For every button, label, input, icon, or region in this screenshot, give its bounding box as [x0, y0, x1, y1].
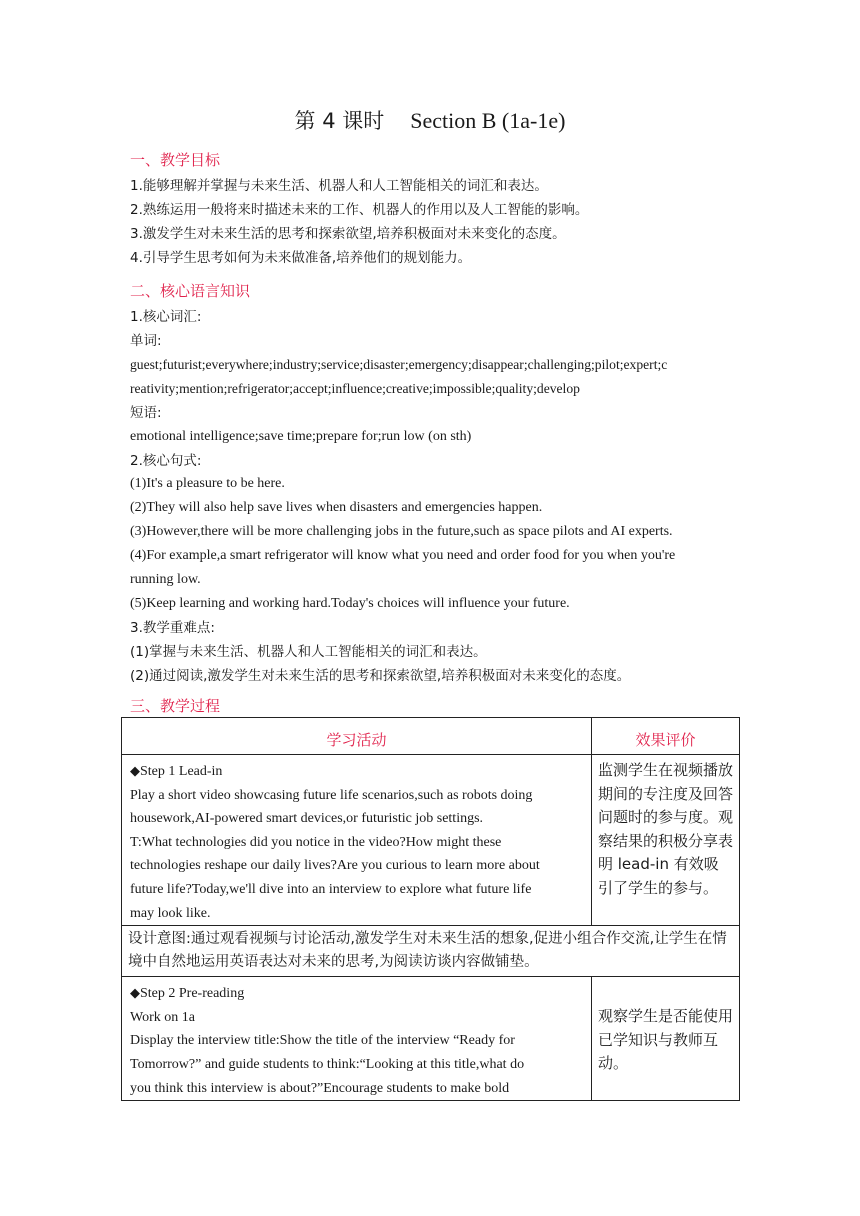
words-list: guest;futurist;everywhere;industry;service;disaster;emergency;disappear;challenging;pilot;expert;c — [130, 357, 668, 372]
objective-item: 2.熟练运用一般将来时描述未来的工作、机器人的作用以及人工智能的影响。 — [130, 202, 589, 218]
sentence-item: (2)They will also help save lives when disasters and emergencies happen. — [130, 500, 543, 515]
key-point-item: (1)掌握与未来生活、机器人和人工智能相关的词汇和表达。 — [130, 644, 487, 660]
objective-item: 4.引导学生思考如何为未来做准备,培养他们的规划能力。 — [130, 250, 472, 266]
sentence-item: (5)Keep learning and working hard.Today's choices will influence your future. — [130, 596, 570, 611]
words-list-continued: reativity;mention;refrigerator;accept;influence;creative;impossible;quality;develop — [130, 381, 580, 396]
step1-line: may look like. — [130, 905, 211, 921]
teaching-process-table — [121, 717, 740, 1101]
sentence-item: running low. — [130, 572, 201, 587]
diamond-icon: ◆ — [130, 764, 140, 779]
table-row — [122, 977, 740, 1101]
step2-line: Display the interview title:Show the title of the interview “Ready for — [130, 1033, 515, 1049]
step1-line: Play a short video showcasing future life scenarios,such as robots doing — [130, 787, 533, 803]
phrases-list: emotional intelligence;save time;prepare for;run low (on sth) — [130, 429, 472, 444]
objective-item: 3.激发学生对未来生活的思考和探索欲望,培养积极面对未来变化的态度。 — [130, 226, 566, 242]
phrases-label: 短语: — [130, 405, 162, 421]
section-heading-objectives: 一、教学目标 — [130, 151, 221, 169]
column-header-activity: 学习活动 — [122, 718, 592, 755]
diamond-icon: ◆ — [130, 986, 140, 1002]
step2-line: you think this interview is about?”Encourage students to make bold — [130, 1080, 510, 1096]
sentence-item: (4)For example,a smart refrigerator will know what you need and order food for you when you're — [130, 548, 676, 563]
objective-item: 1.能够理解并掌握与未来生活、机器人和人工智能相关的词汇和表达。 — [130, 178, 548, 194]
table-header-row — [122, 718, 740, 755]
step1-activity-cell — [122, 755, 592, 926]
key-points-heading: 3.教学重难点: — [130, 620, 215, 636]
step2-evaluation-cell: 观察学生是否能使用已学知识与教师互动。 — [592, 977, 740, 1101]
step1-title: ◆Step 1 Lead-in — [130, 764, 223, 779]
step2-activity-cell — [122, 977, 592, 1101]
vocab-heading: 1.核心词汇: — [130, 309, 202, 325]
words-label: 单词: — [130, 333, 162, 349]
sentence-item: (1)It's a pleasure to be here. — [130, 476, 285, 491]
page-title — [0, 106, 860, 136]
section-heading-language: 二、核心语言知识 — [130, 282, 251, 300]
step1-line: housework,AI-powered smart devices,or futuristic job settings. — [130, 811, 484, 827]
step2-line: Work on 1a — [130, 1009, 195, 1025]
step2-title: ◆Step 2 Pre-reading — [130, 986, 245, 1002]
lesson-number: 第 4 课时 — [294, 109, 385, 133]
key-point-item: (2)通过阅读,激发学生对未来生活的思考和探索欲望,培养积极面对未来变化的态度。 — [130, 668, 631, 684]
column-header-evaluation: 效果评价 — [592, 718, 740, 755]
design-intent-cell: 设计意图:通过观看视频与讨论活动,激发学生对未来生活的想象,促进小组合作交流,让学生在情境中自然地运用英语表达对未来的思考,为阅读访谈内容做铺垫。 — [122, 926, 740, 977]
section-heading-process: 三、教学过程 — [130, 697, 221, 715]
step2-line: Tomorrow?” and guide students to think:“Looking at this title,what do — [130, 1056, 525, 1072]
table-row — [122, 926, 740, 977]
step1-evaluation-cell: 监测学生在视频播放期间的专注度及回答问题时的参与度。观察结果的积极分享表明 lead-in 有效吸引了学生的参与。 — [592, 755, 740, 926]
sentence-item: (3)However,there will be more challenging jobs in the future,such as space pilots and AI experts. — [130, 524, 673, 539]
step1-line: technologies reshape our daily lives?Are you curious to learn more about — [130, 858, 540, 874]
sentences-heading: 2.核心句式: — [130, 453, 202, 469]
step1-line: T:What technologies did you notice in the video?How might these — [130, 834, 502, 850]
table-row — [122, 755, 740, 926]
step1-line: future life?Today,we'll dive into an interview to explore what future life — [130, 881, 532, 897]
lesson-section: Section B (1a-1e) — [410, 108, 566, 133]
